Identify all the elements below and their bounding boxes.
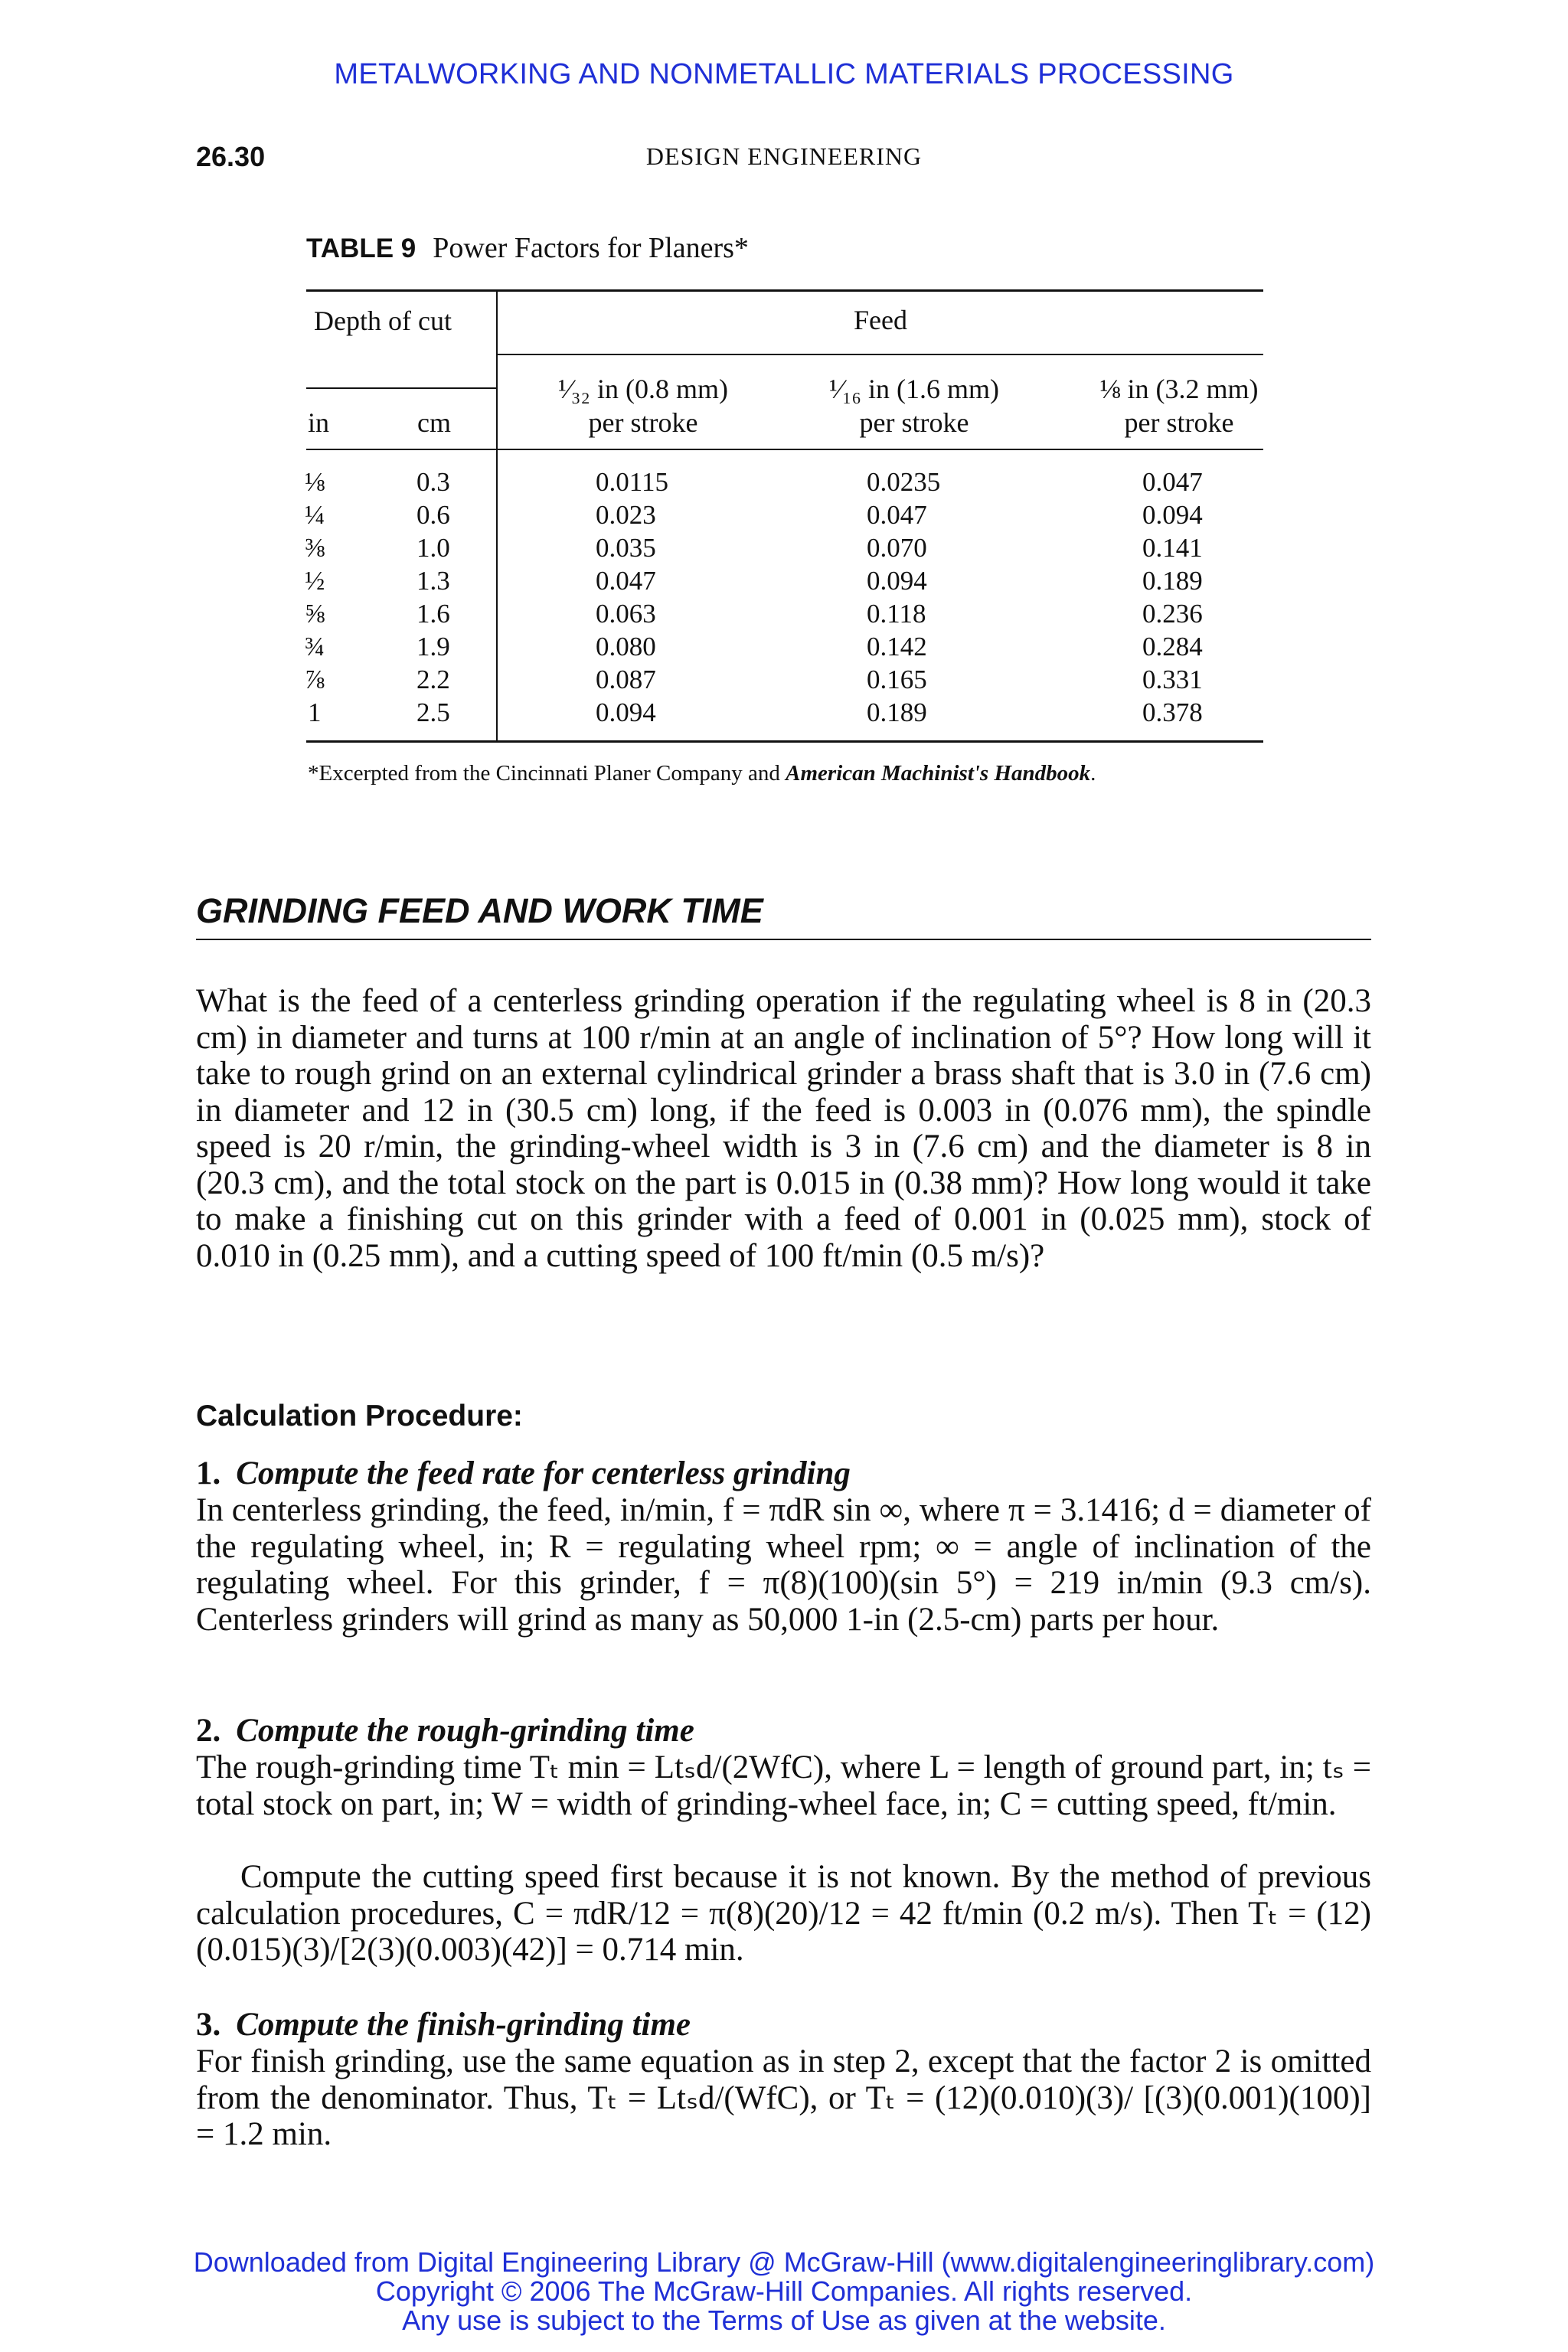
depth-in-cell: ¼ [305,500,325,530]
feed-1-value: 0.0115 [596,467,668,497]
feed-3-value: 0.378 [1142,697,1203,727]
feed-col-3-per: per stroke [1124,407,1234,438]
page-footer [0,2248,1568,2335]
step-2-paragraph-2: Compute the cutting speed first because it is not known. By the method of previous calculation procedures, C = πdR/12 = π(8)(20)/12 = 42 ft/min (0.2 m/s). Then Tₜ = (12)(0.015)(3)/[2(3)(0.003)(42)] = 0.714 min. [196,1859,1371,1968]
depth-of-cut-header: Depth of cut [314,305,452,336]
unit-cm-header: cm [417,407,451,438]
depth-cm-cell: 1.0 [416,533,450,563]
depth-cm-cell: 1.9 [416,632,450,662]
step-3-number: 3. [196,2007,221,2043]
step-2-title [196,1712,694,1749]
feed-3-value: 0.141 [1142,533,1203,563]
step-2-number: 2. [196,1713,221,1749]
depth-cm-cell: 0.6 [416,500,450,530]
column-header-rule [306,449,1263,450]
feed-col-1-header [521,372,766,439]
feed-header-rule [498,354,1263,355]
footer-terms: Any use is subject to the Terms of Use as given at the website. [402,2305,1166,2336]
depth-cm-cell: 2.5 [416,697,450,727]
feed-3-value: 0.189 [1142,566,1203,596]
table-caption [306,231,749,265]
page-number: 26.30 [196,141,266,172]
section-title-rule [196,939,1371,940]
feed-1-value: 0.094 [596,697,656,727]
step-3-paragraph: For finish grinding, use the same equation as in step 2, except that the factor 2 is omitted from the denominator. Thus, Tₜ = Ltₛd/(WfC), or Tₜ = (12)(0.010)(3)/ [(3)(0.001)(100)] = 1.2 min. [196,2043,1371,2152]
feed-2-value: 0.094 [867,566,927,596]
footnote-text: *Excerpted from the Cincinnati Planer Company and [308,761,786,786]
table-vertical-divider [496,292,498,742]
section-title: GRINDING FEED AND WORK TIME [196,891,763,930]
table-footnote [308,761,1096,786]
step-2-heading: Compute the rough-grinding time [236,1713,694,1749]
depth-in-cell: 1 [308,697,322,727]
depth-in-cell: ¾ [305,632,325,662]
table-label: TABLE 9 [306,234,416,263]
footer-copyright: Copyright © 2006 The McGraw-Hill Companies. All rights reserved. [375,2275,1193,2307]
depth-cm-cell: 0.3 [416,467,450,497]
depth-cm-cell: 2.2 [416,665,450,694]
footer-download-link[interactable]: Downloaded from Digital Engineering Library @ McGraw-Hill (www.digitalengineeringlibrary.com) [193,2246,1375,2278]
feed-3-value: 0.331 [1142,665,1203,694]
depth-in-cell: ⅞ [305,665,325,694]
feed-col-2-per: per stroke [859,407,969,438]
feed-3-value: 0.284 [1142,632,1203,662]
depth-in-cell: ⅛ [305,467,325,497]
feed-2-value: 0.070 [867,533,927,563]
problem-statement: What is the feed of a centerless grinding operation if the regulating wheel is 8 in (20.3 cm) in diameter and turns at 100 r/min at an angle of inclination of 5°? How long will it take to rough grind on an external cylindrical grinder a brass shaft that is 3.0 in (7.6 cm) in diameter and 12 in (30.5 cm) long, if the feed is 0.003 in (0.076 mm), the spindle speed is 20 r/min, the grinding-wheel width is 3 in (7.6 cm) and the diameter is 8 in (20.3 cm), and the total stock on the part is 0.015 in (0.38 mm)? How long would it take to make a finishing cut on this grinder with a feed of 0.001 in (0.025 mm), stock of 0.010 in (0.25 mm), and a cutting speed of 100 ft/min (0.5 m/s)? [196,983,1371,1274]
step-1-title [196,1455,851,1492]
feed-2-value: 0.142 [867,632,927,662]
feed-3-value: 0.236 [1142,599,1203,629]
depth-cm-cell: 1.6 [416,599,450,629]
depth-cm-cell: 1.3 [416,566,450,596]
feed-1-value: 0.035 [596,533,656,563]
feed-3-value: 0.094 [1142,500,1203,530]
feed-col-3-size: ⅛ in (3.2 mm) [1099,374,1259,404]
feed-1-value: 0.063 [596,599,656,629]
footnote-suffix: . [1090,761,1096,786]
step-1-heading: Compute the feed rate for centerless grinding [236,1455,851,1491]
table-bottom-rule [306,740,1263,743]
section-name: DESIGN ENGINEERING [645,142,923,170]
running-header: METALWORKING AND NONMETALLIC MATERIALS PROCESSING [334,58,1234,90]
step-3-heading: Compute the finish-grinding time [236,2007,691,2043]
calculation-heading: Calculation Procedure: [196,1400,523,1432]
feed-3-value: 0.047 [1142,467,1203,497]
feed-1-value: 0.087 [596,665,656,694]
feed-header: Feed [854,305,907,335]
feed-1-value: 0.047 [596,566,656,596]
feed-1-value: 0.023 [596,500,656,530]
feed-col-1-per: per stroke [588,407,698,438]
feed-1-value: 0.080 [596,632,656,662]
step-3-title [196,2006,691,2043]
depth-header-rule [306,387,496,389]
step-1-paragraph: In centerless grinding, the feed, in/min, f = πdR sin ∞, where π = 3.1416; d = diameter of the regulating wheel, in; R = regulating wheel rpm; ∞ = angle of inclination of the regulating wheel. For this grinder, f = π(8)(100)(sin 5°) = 219 in/min (9.3 cm/s). Centerless grinders will grind as many as 50,000 1-in (2.5-cm) parts per hour. [196,1492,1371,1638]
table-top-rule [306,289,1263,292]
feed-col-3-header [1057,372,1302,439]
unit-in-header: in [307,407,329,438]
table-title: Power Factors for Planers* [433,232,749,264]
feed-2-value: 0.189 [867,697,927,727]
depth-in-cell: ½ [305,566,325,596]
feed-2-value: 0.165 [867,665,927,694]
feed-2-value: 0.047 [867,500,927,530]
depth-in-cell: ⅝ [305,599,325,629]
feed-col-1-size: ¹⁄₃₂ in (0.8 mm) [558,374,728,404]
feed-col-2-header [792,372,1037,439]
feed-2-value: 0.118 [867,599,926,629]
step-2-paragraph-1: The rough-grinding time Tₜ min = Ltₛd/(2WfC), where L = length of ground part, in; tₛ = total stock on part, in; W = width of grinding-wheel face, in; C = cutting speed, ft/min. [196,1749,1371,1822]
step-1-number: 1. [196,1455,221,1491]
feed-2-value: 0.0235 [867,467,941,497]
depth-in-cell: ⅜ [305,533,325,563]
feed-col-2-size: ¹⁄₁₆ in (1.6 mm) [829,374,999,404]
footnote-source: American Machinist's Handbook [786,761,1091,786]
